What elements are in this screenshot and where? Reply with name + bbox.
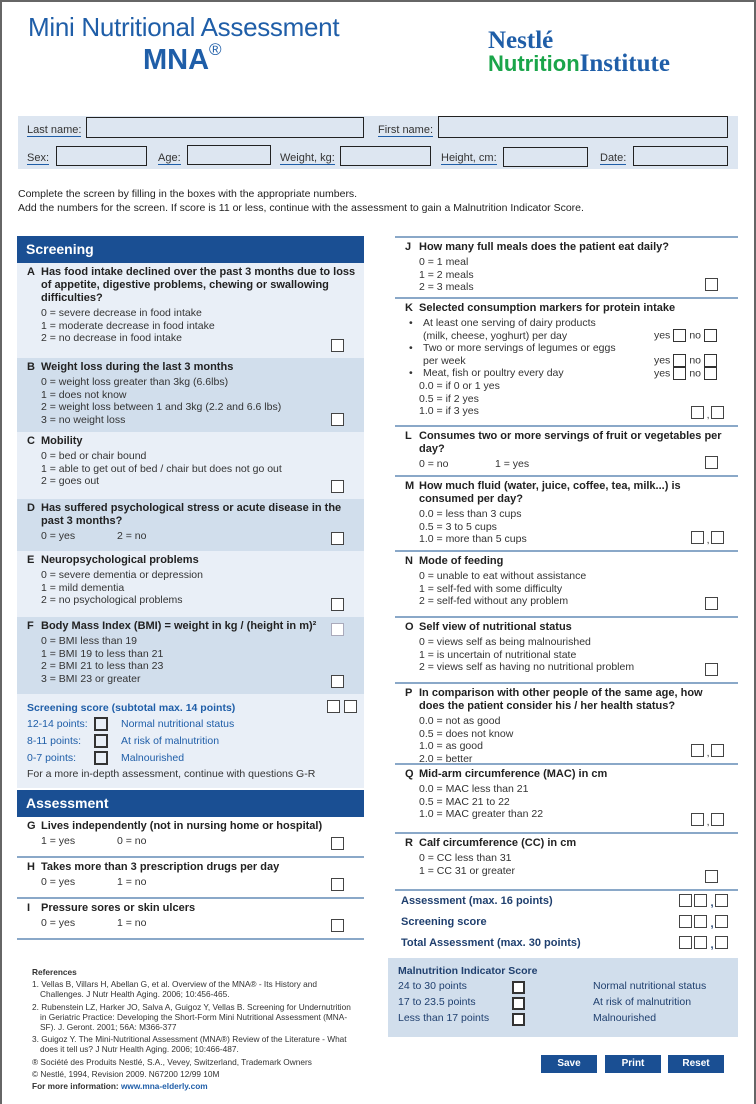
- question-letter: N: [405, 555, 413, 567]
- option-text: 0 = yes: [41, 530, 76, 542]
- screening-score-section: [17, 694, 364, 788]
- decimal-comma: ,: [710, 918, 714, 930]
- reference-item: 3. Guigoz Y. The Mini-Nutritional Assessment (MNA®) Review of the Literature - What does it tell us? J Nutr Health Aging. 2006; 10:466-487.: [32, 1034, 347, 1055]
- option-text: 3 = no weight loss: [41, 413, 126, 426]
- instructions: [18, 188, 584, 215]
- question-text: Calf circumference (CC) in cm: [419, 837, 577, 849]
- score-box[interactable]: [331, 413, 344, 426]
- question-title: [27, 861, 356, 874]
- yes-no-choice: [654, 354, 720, 367]
- option-text: 0 = bed or chair bound: [41, 450, 147, 462]
- question-text: Mode of feeding: [419, 555, 504, 567]
- option-text: 0 = BMI less than 19: [41, 635, 138, 647]
- age-input[interactable]: [187, 145, 271, 165]
- reset-button[interactable]: Reset: [668, 1055, 724, 1073]
- option-text: 0 = no: [419, 458, 449, 470]
- question-title: [405, 687, 730, 713]
- option-text: 0 = severe decrease in food intake: [41, 307, 202, 319]
- score-box[interactable]: [327, 700, 340, 713]
- score-range-row: [27, 716, 356, 733]
- score-box-decimal[interactable]: [711, 406, 724, 419]
- option-row: [27, 835, 356, 848]
- question-letter: K: [405, 302, 413, 314]
- option-text: 0 = yes: [41, 917, 76, 929]
- bmi-box[interactable]: [331, 623, 344, 636]
- question-letter: P: [405, 687, 413, 699]
- question-k: [395, 299, 738, 427]
- question-text: How much fluid (water, juice, coffee, tea, milk...) is consumed per day?: [419, 480, 681, 505]
- option-text: 0 = CC less than 31: [419, 852, 512, 864]
- question-letter: L: [405, 430, 412, 442]
- score-box[interactable]: [331, 532, 344, 545]
- screening-score-title: Screening score (subtotal max. 14 points): [27, 702, 236, 714]
- total-box[interactable]: [679, 936, 692, 949]
- score-box[interactable]: [705, 597, 718, 610]
- bullet-icon: •: [409, 317, 413, 329]
- total-box[interactable]: [694, 915, 707, 928]
- more-info-line: [32, 1081, 352, 1091]
- question-title: [405, 302, 730, 315]
- question-letter: R: [405, 837, 413, 849]
- option-text: 1 = yes: [495, 458, 530, 470]
- score-range: 12-14 points:: [27, 718, 88, 730]
- print-button[interactable]: Print: [605, 1055, 661, 1073]
- option-text: 1 = no: [117, 917, 147, 929]
- question-a: [17, 263, 364, 358]
- question-text: In comparison with other people of the same age, how does the patient consider his / her health status?: [419, 687, 703, 712]
- website-link[interactable]: www.mna-elderly.com: [120, 1081, 208, 1092]
- logo-line2: [488, 52, 670, 75]
- total-label: Assessment (max. 16 points): [401, 895, 553, 907]
- logo-nutrition: Nutrition: [488, 51, 580, 76]
- question-n: [395, 552, 738, 618]
- mis-status: Malnourished: [593, 1012, 657, 1024]
- option-text: 2.0 = better: [419, 752, 473, 765]
- question-e: [17, 551, 364, 617]
- option-text: 0.5 = does not know: [419, 727, 514, 740]
- option-text: 2 = 3 meals: [419, 281, 474, 294]
- question-text: Pressure sores or skin ulcers: [41, 902, 196, 914]
- option-text: 1 = CC 31 or greater: [419, 864, 516, 877]
- option-text: 1 = is uncertain of nutritional state: [419, 648, 577, 661]
- decimal-comma: ,: [706, 534, 710, 546]
- question-title: [27, 361, 356, 374]
- option-text: 1 = self-fed with some difficulty: [419, 582, 563, 595]
- mis-row: [398, 1012, 728, 1028]
- yes-label: yes: [653, 354, 671, 367]
- score-ranges: [27, 716, 356, 767]
- decimal-comma: ,: [710, 897, 714, 909]
- score-box-integer[interactable]: [691, 744, 704, 757]
- score-status: Normal nutritional status: [121, 718, 235, 730]
- more-info-label: For more information:: [32, 1081, 119, 1092]
- question-letter: B: [27, 361, 35, 373]
- question-title: [27, 820, 356, 833]
- option-text: 1.0 = if 3 yes: [419, 405, 479, 418]
- yes-label: yes: [653, 367, 671, 380]
- yes-label: yes: [653, 329, 671, 342]
- sex-input[interactable]: [56, 146, 147, 166]
- logo-nestle: Nestlé: [488, 27, 554, 54]
- option-text: 0 = unable to eat without assistance: [419, 570, 587, 582]
- decimal-comma: ,: [706, 409, 710, 421]
- question-r: [395, 834, 738, 891]
- first-name-input[interactable]: [438, 116, 728, 138]
- bullet-text: Two or more servings of legumes or eggs per week: [423, 342, 616, 367]
- mis-checkbox[interactable]: [512, 1013, 525, 1026]
- score-box[interactable]: [331, 339, 344, 352]
- score-range-checkbox[interactable]: [94, 751, 108, 765]
- option-text: 2 = weight loss between 1 and 3kg (2.2 and 6.6 lbs): [41, 401, 282, 414]
- mis-checkbox[interactable]: [512, 981, 525, 994]
- option-text: 0.0 = if 0 or 1 yes: [419, 379, 500, 392]
- total-row: [395, 911, 738, 932]
- question-letter: C: [27, 435, 35, 447]
- score-box[interactable]: [331, 675, 344, 688]
- score-box[interactable]: [344, 700, 357, 713]
- score-box-decimal[interactable]: [711, 813, 724, 826]
- question-text: Self view of nutritional status: [419, 621, 572, 633]
- option-text: 0.0 = MAC less than 21: [419, 783, 529, 795]
- age-label: Age:: [158, 152, 181, 164]
- option-text: 1.0 = as good: [419, 740, 483, 753]
- option-text: 1 = BMI 19 to less than 21: [41, 647, 164, 660]
- option-text: 0 = no: [117, 835, 147, 847]
- question-text: Selected consumption markers for protein intake: [419, 302, 676, 314]
- references-heading: References: [32, 967, 77, 977]
- score-box-decimal[interactable]: [711, 744, 724, 757]
- yes-checkbox[interactable]: [673, 329, 686, 342]
- question-letter: F: [27, 620, 34, 632]
- question-b: [17, 358, 364, 432]
- yes-checkbox[interactable]: [673, 354, 686, 367]
- save-button[interactable]: Save: [541, 1055, 597, 1073]
- mis-status: Normal nutritional status: [593, 980, 707, 992]
- question-i: [17, 899, 364, 940]
- last-name-label: Last name:: [27, 124, 82, 136]
- question-title: [405, 241, 730, 254]
- mis-rows: [398, 980, 728, 1028]
- patient-info-panel: [18, 116, 738, 169]
- bullet-item: [405, 342, 730, 367]
- question-title: [27, 902, 356, 915]
- option-text: 0 = views self as being malnourished: [419, 636, 591, 648]
- option-text: 0 = yes: [41, 876, 76, 888]
- mis-range: 17 to 23.5 points: [398, 996, 476, 1008]
- mis-range: Less than 17 points: [398, 1012, 490, 1024]
- yes-no-choice: [654, 367, 720, 380]
- question-c: [17, 432, 364, 499]
- logo-institute: Institute: [579, 50, 670, 77]
- option-text: 1.0 = more than 5 cups: [419, 533, 527, 546]
- total-box-decimal[interactable]: [715, 894, 728, 907]
- question-text: Has food intake declined over the past 3 months due to loss of appetite, digestive problems, chewing or swallowing difficulties?: [41, 266, 356, 304]
- option-text: 1 = yes: [41, 835, 76, 847]
- bullet-item: [405, 317, 730, 342]
- question-letter: H: [27, 861, 35, 873]
- question-letter: I: [27, 902, 31, 914]
- assessment-left-questions: [17, 817, 364, 940]
- question-title: [27, 502, 356, 528]
- question-title: [405, 768, 730, 781]
- bullet-icon: •: [409, 367, 413, 380]
- option-text: 3 = BMI 23 or greater: [41, 672, 141, 685]
- question-p: [395, 684, 738, 765]
- no-label: no: [689, 367, 701, 380]
- question-letter: M: [405, 480, 415, 492]
- score-box[interactable]: [331, 878, 344, 891]
- question-title: [27, 620, 356, 633]
- question-q: [395, 765, 738, 834]
- question-title: [405, 621, 730, 634]
- total-box[interactable]: [694, 894, 707, 907]
- mna-text: MNA: [143, 44, 210, 76]
- option-text: 1 = does not know: [41, 388, 127, 401]
- mis-row: [398, 996, 728, 1012]
- score-box-integer[interactable]: [691, 406, 704, 419]
- sex-label: Sex:: [27, 152, 50, 164]
- total-row: [395, 932, 738, 953]
- total-row: [395, 890, 738, 911]
- question-j: [395, 238, 738, 299]
- option-text: 2 = no psychological problems: [41, 594, 183, 607]
- score-range-row: [27, 750, 356, 767]
- bullet-text: At least one serving of dairy products (milk, cheese, yoghurt) per day: [423, 317, 596, 342]
- assessment-heading: Assessment: [17, 790, 364, 817]
- instruction-line: Complete the screen by filling in the boxes with the appropriate numbers.: [18, 188, 358, 200]
- mis-title: Malnutrition Indicator Score: [398, 965, 538, 977]
- score-box[interactable]: [705, 870, 718, 883]
- score-range: 0-7 points:: [27, 752, 77, 764]
- instruction-line: Add the numbers for the screen. If score is 11 or less, continue with the assessment to gain a Malnutrition Indicator Score.: [18, 201, 584, 214]
- total-box-decimal[interactable]: [715, 915, 728, 928]
- question-letter: Q: [405, 768, 414, 780]
- score-range-checkbox[interactable]: [94, 717, 108, 731]
- question-letter: G: [27, 820, 36, 832]
- question-d: [17, 499, 364, 551]
- option-text: 0.0 = not as good: [419, 715, 501, 727]
- question-letter: J: [405, 241, 412, 253]
- score-box[interactable]: [331, 598, 344, 611]
- question-text: Neuropsychological problems: [41, 554, 199, 566]
- reference-item: 1. Vellas B, Villars H, Abellan G, et al. Overview of the MNA® - Its History and Challenges. J Nutr Health Aging. 2006; 10:456-465.: [32, 979, 317, 1000]
- copyright-note: © Nestlé, 1994, Revision 2009. N67200 12/99 10M: [32, 1068, 220, 1079]
- question-l: [395, 427, 738, 477]
- yes-no-choice: [654, 329, 720, 342]
- right-column: [395, 236, 738, 891]
- question-o: [395, 618, 738, 684]
- score-box[interactable]: [331, 837, 344, 850]
- score-range-row: [27, 733, 356, 750]
- option-text: 1 = mild dementia: [41, 581, 125, 594]
- mis-checkbox[interactable]: [512, 997, 525, 1010]
- score-box[interactable]: [705, 663, 718, 676]
- last-name-input[interactable]: [86, 117, 364, 138]
- weight-label: Weight, kg:: [280, 152, 335, 164]
- option-text: 2 = no: [117, 530, 147, 542]
- decimal-comma: ,: [706, 747, 710, 759]
- option-text: 2 = views self as having no nutritional problem: [419, 661, 635, 674]
- option-text: 0.5 = MAC 21 to 22: [419, 795, 510, 808]
- option-row: [27, 917, 356, 930]
- date-label: Date:: [600, 152, 627, 164]
- score-box-integer[interactable]: [691, 813, 704, 826]
- question-text: Takes more than 3 prescription drugs per day: [41, 861, 280, 873]
- score-box[interactable]: [705, 456, 718, 469]
- score-box[interactable]: [331, 919, 344, 932]
- no-checkbox[interactable]: [704, 367, 717, 380]
- question-h: [17, 858, 364, 899]
- question-text: Has suffered psychological stress or acute disease in the past 3 months?: [41, 502, 342, 527]
- left-column: [17, 236, 364, 940]
- malnutrition-indicator-score: [388, 958, 738, 1037]
- date-input[interactable]: [633, 146, 728, 166]
- question-text: How many full meals does the patient eat daily?: [419, 241, 670, 253]
- mna-title: [143, 40, 222, 77]
- total-box[interactable]: [679, 915, 692, 928]
- option-text: 1 = moderate decrease in food intake: [41, 319, 215, 332]
- height-input[interactable]: [503, 147, 588, 167]
- trademark-note: ® Société des Produits Nestlé, S.A., Vevey, Switzerland, Trademark Owners: [32, 1056, 312, 1067]
- mis-range: 24 to 30 points: [398, 980, 467, 992]
- total-label: Screening score: [401, 916, 487, 928]
- no-checkbox[interactable]: [704, 329, 717, 342]
- question-text: Weight loss during the last 3 months: [41, 361, 234, 373]
- height-label: Height, cm:: [441, 152, 497, 164]
- question-title: [405, 555, 730, 568]
- screening-note: For a more in-depth assessment, continue with questions G-R: [27, 768, 316, 780]
- question-title: [405, 430, 730, 456]
- score-box[interactable]: [705, 278, 718, 291]
- option-text: 1 = able to get out of bed / chair but does not go out: [41, 462, 282, 475]
- bullet-icon: •: [409, 342, 413, 355]
- option-text: 1 = 2 meals: [419, 268, 474, 281]
- question-title: [405, 837, 730, 850]
- question-g: [17, 817, 364, 858]
- mis-status: At risk of malnutrition: [593, 996, 692, 1008]
- bullet-item: [405, 367, 730, 380]
- option-text: 0 = severe dementia or depression: [41, 569, 203, 581]
- question-title: [27, 435, 356, 448]
- totals-section: [395, 890, 738, 953]
- question-text: Mid-arm circumference (MAC) in cm: [419, 768, 608, 780]
- nestle-nutrition-institute-logo: [488, 29, 670, 75]
- score-status: At risk of malnutrition: [121, 735, 220, 747]
- mis-row: [398, 980, 728, 996]
- question-text: Body Mass Index (BMI) = weight in kg / (height in m)²: [41, 620, 317, 632]
- score-box[interactable]: [331, 480, 344, 493]
- form-title: Mini Nutritional Assessment: [28, 12, 340, 42]
- screening-questions: [17, 263, 364, 694]
- decimal-comma: ,: [710, 939, 714, 951]
- bullet-text: Meat, fish or poultry every day: [423, 367, 564, 380]
- weight-input[interactable]: [340, 146, 431, 166]
- question-f: [17, 617, 364, 694]
- no-checkbox[interactable]: [704, 354, 717, 367]
- decimal-comma: ,: [706, 816, 710, 828]
- screening-heading: Screening: [17, 236, 364, 263]
- question-letter: O: [405, 621, 414, 633]
- score-box-integer[interactable]: [691, 531, 704, 544]
- question-m: [395, 477, 738, 552]
- option-row: [27, 876, 356, 889]
- option-text: 1.0 = MAC greater than 22: [419, 808, 544, 821]
- option-text: 2 = BMI 21 to less than 23: [41, 660, 164, 673]
- no-label: no: [689, 329, 701, 342]
- score-status: Malnourished: [121, 752, 185, 764]
- option-text: 0 = weight loss greater than 3kg (6.6lbs): [41, 376, 229, 388]
- total-box-decimal[interactable]: [715, 936, 728, 949]
- question-text: Lives independently (not in nursing home or hospital): [41, 820, 323, 832]
- score-box-decimal[interactable]: [711, 531, 724, 544]
- option-text: 2 = self-fed without any problem: [419, 595, 569, 608]
- question-letter: E: [27, 554, 35, 566]
- no-label: no: [689, 354, 701, 367]
- option-row: [27, 530, 356, 543]
- total-box[interactable]: [679, 894, 692, 907]
- first-name-label: First name:: [378, 124, 434, 136]
- option-text: 0.5 = 3 to 5 cups: [419, 520, 497, 533]
- question-text: Consumes two or more servings of fruit or vegetables per day?: [419, 430, 722, 455]
- option-text: 1 = no: [117, 876, 147, 888]
- option-row: [405, 458, 730, 471]
- question-text: Mobility: [41, 435, 83, 447]
- yes-checkbox[interactable]: [673, 367, 686, 380]
- option-text: 0.5 = if 2 yes: [419, 392, 479, 405]
- option-text: 2 = goes out: [41, 475, 100, 488]
- total-box[interactable]: [694, 936, 707, 949]
- question-title: [27, 266, 356, 305]
- references: [32, 967, 352, 1093]
- total-label: Total Assessment (max. 30 points): [401, 937, 581, 949]
- question-title: [405, 480, 730, 506]
- score-range-checkbox[interactable]: [94, 734, 108, 748]
- option-text: 2 = no decrease in food intake: [41, 332, 182, 345]
- reference-item: 2. Rubenstein LZ, Harker JO, Salva A, Guigoz Y, Vellas B. Screening for Undernutrition in Geriatric Practice: Developing the Short-Form Mini Nutritional Assessment (MNA-SF). J. Geront. 2001; 56A: M366-377: [32, 1001, 351, 1033]
- option-text: 0 = 1 meal: [419, 256, 469, 268]
- question-letter: D: [27, 502, 35, 514]
- option-text: 0.0 = less than 3 cups: [419, 508, 522, 520]
- question-title: [27, 554, 356, 567]
- score-range: 8-11 points:: [27, 735, 82, 747]
- registered-mark: ®: [209, 40, 222, 59]
- question-letter: A: [27, 266, 35, 278]
